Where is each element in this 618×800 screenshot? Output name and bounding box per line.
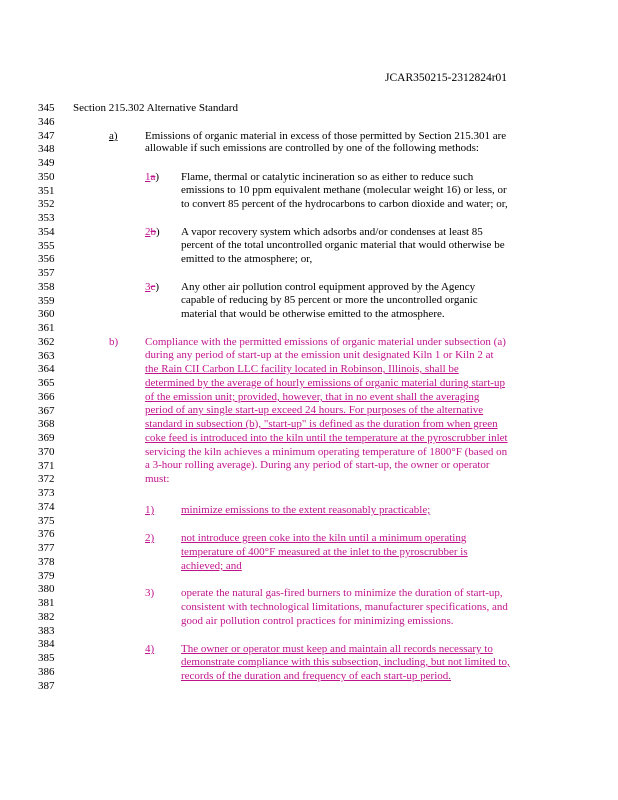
a-item-3-line-3: material that would be otherwise emitted to the atmosphere. <box>181 308 445 320</box>
a-item-3-line-1: Any other air pollution control equipment approved by the Agency <box>181 281 476 293</box>
line-number: 355 <box>38 239 55 252</box>
b-item-4-line-1: The owner or operator must keep and maintain all records necessary to <box>181 643 493 655</box>
a-item-2-label: 2b) <box>145 226 160 238</box>
subsection-b-line-6: period of any single start-up exceed 24 hours. For purposes of the alternative <box>145 404 484 416</box>
line-number: 348 <box>38 143 55 156</box>
line-number: 387 <box>38 679 55 692</box>
a-item-1-line-2: emissions to 10 ppm equivalent methane (molecular weight 16) or less, or <box>181 184 507 196</box>
line-number: 375 <box>38 514 55 527</box>
line-number: 385 <box>38 652 55 664</box>
section-title: Section 215.302 Alternative Standard <box>73 102 238 114</box>
line-number: 378 <box>38 555 55 568</box>
b-item-2-line-3: achieved; and <box>181 560 242 572</box>
line-number: 349 <box>38 157 55 169</box>
line-number: 354 <box>38 225 55 238</box>
line-number: 386 <box>38 665 55 678</box>
a-item-1-line-1: Flame, thermal or catalytic incineration so as either to reduce such <box>181 171 474 183</box>
a-item-1-line-3: to convert 85 percent of the hydrocarbons to carbon dioxide and water; or, <box>181 198 508 210</box>
subsection-a-line-2: allowable if such emissions are controlled by one of the following methods: <box>145 142 479 154</box>
a-item-2-line-3: emitted to the atmosphere; or, <box>181 253 313 265</box>
line-number: 366 <box>38 390 55 403</box>
b-item-4-line-3: records of the duration and frequency of each start-up period. <box>181 670 451 682</box>
line-number: 359 <box>38 294 55 307</box>
subsection-b-line-8: coke feed is introduced into the kiln until the temperature at the pyroscrubber inlet <box>145 432 508 444</box>
b-item-2-label: 2) <box>145 532 155 544</box>
line-number: 368 <box>38 418 55 431</box>
line-number: 345 <box>38 102 55 114</box>
a-item-1-label: 1a) <box>145 171 160 183</box>
b-item-3-line-2: consistent with technological limitations, manufacturer specifications, and <box>181 601 508 613</box>
line-number: 384 <box>38 638 55 651</box>
line-number: 367 <box>38 404 55 417</box>
subsection-b-line-10: a 3-hour rolling average). During any period of start-up, the owner or operator <box>145 459 490 471</box>
line-number: 373 <box>38 487 55 499</box>
line-number: 361 <box>38 322 55 334</box>
subsection-b-label: b) <box>109 336 119 348</box>
b-item-3-line-1: operate the natural gas-fired burners to minimize the duration of start-up, <box>181 587 503 599</box>
b-item-3-label: 3) <box>145 587 155 599</box>
b-item-3-line-3: good air pollution control practices for minimizing emissions. <box>181 615 454 627</box>
line-number: 376 <box>38 528 55 541</box>
line-number: 372 <box>38 473 55 486</box>
subsection-b-line-11: must: <box>145 473 170 485</box>
line-number: 357 <box>38 267 55 279</box>
line-number: 362 <box>38 335 55 348</box>
line-number: 346 <box>38 115 55 128</box>
line-number: 374 <box>38 500 55 513</box>
subsection-b-line-2: during any period of start-up at the emission unit designated Kiln 1 or Kiln 2 at <box>145 349 494 361</box>
line-number: 370 <box>38 445 55 458</box>
line-number: 360 <box>38 308 55 321</box>
subsection-b-line-7: standard in subsection (b), "start-up" is defined as the duration from when green <box>145 418 498 430</box>
a-item-3-label: 3c) <box>145 281 160 293</box>
line-number: 379 <box>38 569 55 582</box>
subsection-a-line-1: Emissions of organic material in excess of those permitted by Section 215.301 are <box>145 130 507 142</box>
line-number: 383 <box>38 624 55 637</box>
line-number: 351 <box>38 184 55 197</box>
b-item-1-line-1: minimize emissions to the extent reasonably practicable; <box>181 504 431 516</box>
line-number: 350 <box>38 170 55 183</box>
subsection-b-line-4: determined by the average of hourly emissions of organic material during start-up <box>145 377 505 389</box>
a-item-2-line-2: percent of the total uncontrolled organic material that would otherwise be <box>181 239 505 251</box>
line-number: 353 <box>38 212 55 224</box>
line-number: 371 <box>38 459 55 472</box>
line-number: 380 <box>38 583 55 596</box>
b-item-4-line-2: demonstrate compliance with this subsection, including, but not limited to, <box>181 656 510 668</box>
line-number: 381 <box>38 597 55 609</box>
line-number: 352 <box>38 198 55 211</box>
line-number: 363 <box>38 349 55 362</box>
document-id: JCAR350215-2312824r01 <box>385 72 508 84</box>
a-item-3-line-2: capable of reducing by 85 percent or more the uncontrolled organic <box>181 294 478 306</box>
line-number: 356 <box>38 253 55 266</box>
line-number: 369 <box>38 432 55 444</box>
a-item-2-line-1: A vapor recovery system which adsorbs and/or condenses at least 85 <box>181 226 483 238</box>
line-number: 347 <box>38 129 55 142</box>
line-number: 365 <box>38 377 55 389</box>
subsection-b-line-3: the Rain CII Carbon LLC facility located in Robinson, Illinois, shall be <box>145 363 459 375</box>
subsection-b-line-1: Compliance with the permitted emissions of organic material under subsection (a) <box>145 336 506 348</box>
b-item-1-label: 1) <box>145 504 155 516</box>
line-number: 358 <box>38 280 55 293</box>
line-number: 382 <box>38 610 55 623</box>
subsection-a-label: a) <box>109 130 118 142</box>
subsection-b-line-5: of the emission unit; provided, however, that in no event shall the averaging <box>145 391 480 403</box>
b-item-2-line-1: not introduce green coke into the kiln until a minimum operating <box>181 532 467 544</box>
subsection-b-line-9: servicing the kiln achieves a minimum operating temperature of 1800°F (based on <box>145 446 508 458</box>
line-number: 377 <box>38 542 55 554</box>
b-item-4-label: 4) <box>145 643 155 655</box>
b-item-2-line-2: temperature of 400°F measured at the inlet to the pyroscrubber is <box>181 546 468 558</box>
line-number: 364 <box>38 363 55 376</box>
